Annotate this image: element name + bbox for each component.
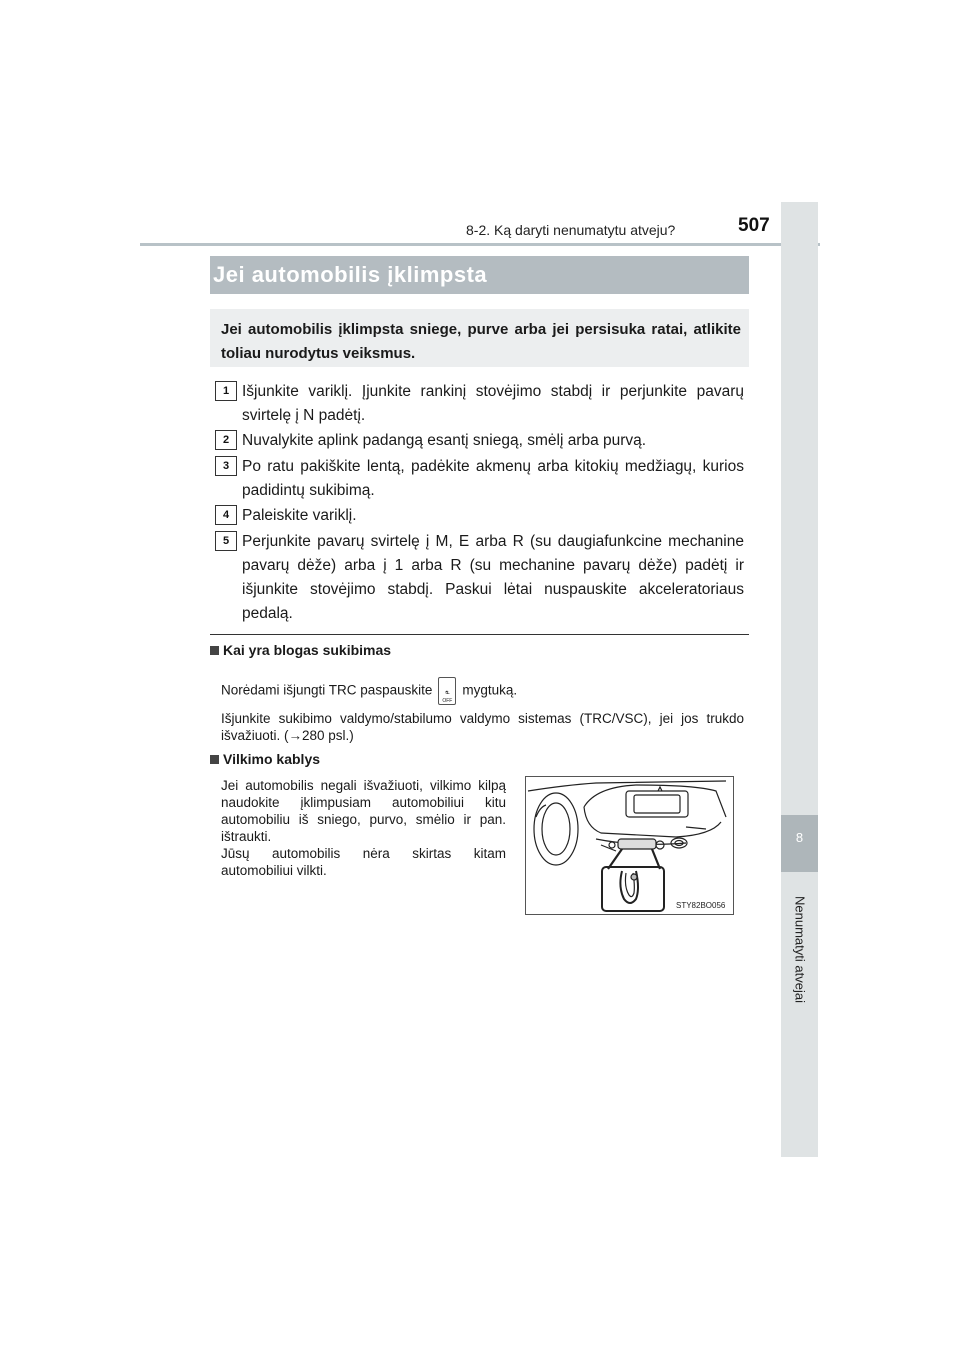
step-text-4: Paleiskite variklį.	[242, 507, 357, 524]
car-rear-towing-hook-icon	[526, 777, 733, 914]
chapter-label: Nenumatyti atvejai	[792, 896, 808, 1003]
step-text-1: Išjunkite variklį. Įjunkite rankinį stovėjimo stabdį ir perjunkite pavarų svirtelę į N padėtį.	[242, 383, 744, 424]
step-number-3: 3	[215, 456, 237, 476]
section-title: Jei automobilis įklimpsta	[213, 262, 488, 287]
chapter-side-tab	[781, 202, 818, 1157]
step-number-5: 5	[215, 531, 237, 551]
step-number-4: 4	[215, 505, 237, 525]
step-text-5: Perjunkite pavarų svirtelę į M, E arba R (su daugiafunkcine mechanine pavarų dėže) arba į 1 arba R (su mechanine pavarų dėže) padėtį ir išjunkite stovėjimo stabdį. Paskui lėtai nuspauskite akceleratoriaus pedalą.	[242, 533, 744, 622]
header-divider	[140, 243, 820, 246]
trc-off-button-icon: ⛐ OFF	[438, 677, 456, 705]
page-number: 507	[738, 215, 770, 236]
note-heading-towing: Vilkimo kablys	[210, 751, 320, 767]
square-bullet-icon	[210, 646, 219, 655]
figure-code: STY82BO056	[676, 901, 726, 910]
intro-text: Jei automobilis įklimpsta sniege, purve arba jei persisuka ratai, atlikite toliau nurodytus veiksmus.	[221, 321, 741, 362]
step-text-3: Po ratu pakiškite lentą, padėkite akmenų arba kitokių medžiagų, kurios padidintų sukibimą.	[242, 458, 744, 499]
towing-paragraph-1: Jei automobilis negali išvažiuoti, vilkimo kilpą naudokite įklimpusiam automobiliui kitu automobiliu iš sniego, purvo, smėlio ir pan. ištraukti.	[221, 778, 506, 844]
note-text-traction-2: Išjunkite sukibimo valdymo/stabilumo valdymo sistemas (TRC/VSC), jei jos trukdo išvažiuoti. (→280 psl.)	[221, 711, 744, 743]
step-number-2: 2	[215, 430, 237, 450]
note-heading-traction: Kai yra blogas sukibimas	[210, 642, 391, 658]
towing-paragraph-2: Jūsų automobilis nėra skirtas kitam automobiliui vilkti.	[221, 846, 506, 878]
square-bullet-icon	[210, 755, 219, 764]
section-divider	[210, 634, 749, 635]
note-text-towing	[221, 777, 506, 879]
note-text-traction-1: Norėdami išjungti TRC paspauskite ⛐ OFF mygtuką.	[221, 677, 744, 705]
towing-hook-illustration	[525, 776, 734, 915]
step-text-2: Nuvalykite aplink padangą esantį sniegą, smėlį arba purvą.	[242, 432, 647, 449]
step-number-1: 1	[215, 381, 237, 401]
chapter-number: 8	[795, 830, 804, 845]
header-section-title: 8-2. Ką daryti nenumatytu atveju?	[466, 222, 676, 238]
